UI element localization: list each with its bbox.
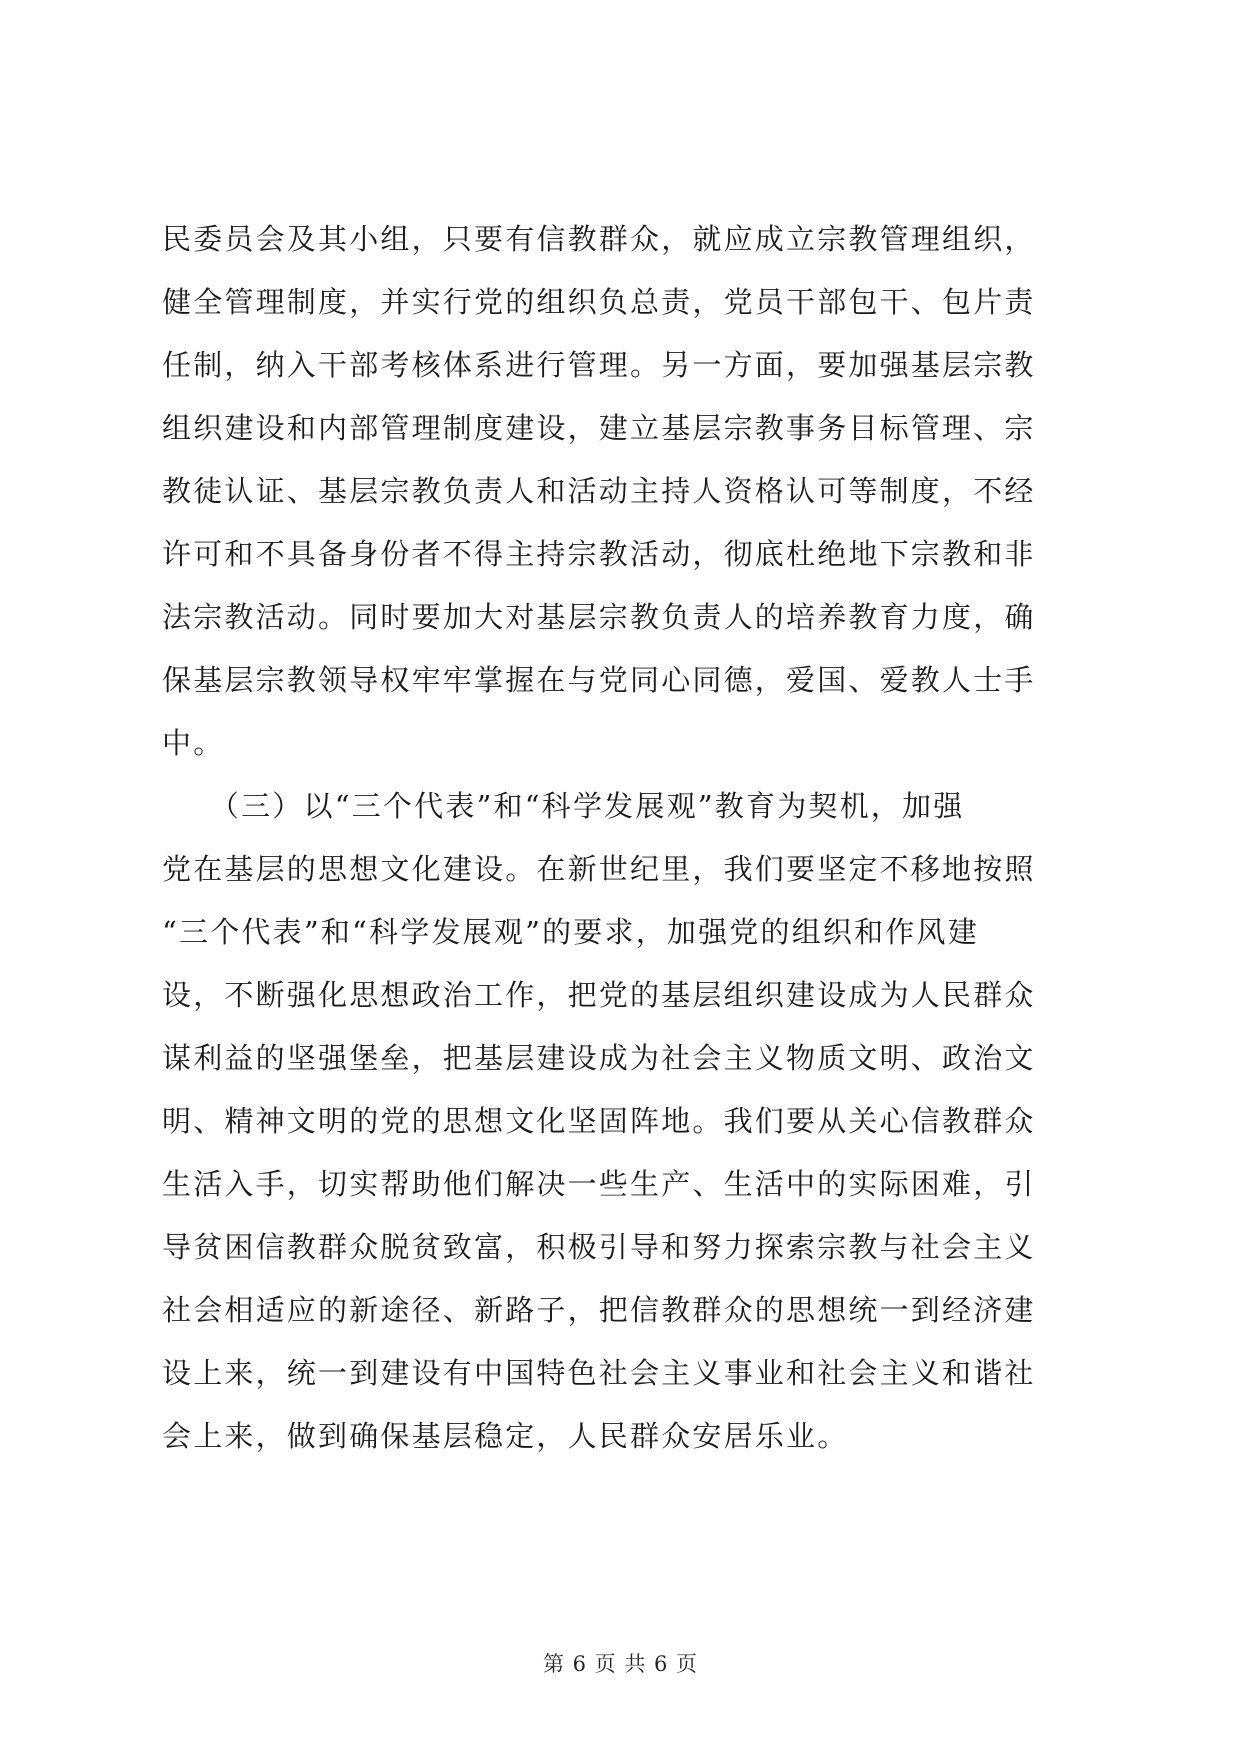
text-line: 健全管理制度，并实行党的组织负总责，党员干部包干、包片责 — [162, 285, 1036, 319]
section-heading-line: （三）以“三个代表”和“科学发展观”教育为契机，加强 — [162, 789, 965, 823]
text-line: 社会相适应的新途径、新路子，把信教群众的思想统一到经济建 — [162, 1293, 1036, 1327]
text-line: 会上来，做到确保基层稳定，人民群众安居乐业。 — [162, 1419, 849, 1453]
text-line: 导贫困信教群众脱贫致富，积极引导和努力探索宗教与社会主义 — [162, 1230, 1036, 1264]
text-line: 民委员会及其小组，只要有信教群众，就应成立宗教管理组织， — [162, 222, 1036, 256]
text-line: 党在基层的思想文化建设。在新世纪里，我们要坚定不移地按照 — [162, 852, 1036, 886]
text-line: 设，不断强化思想政治工作，把党的基层组织建设成为人民群众 — [162, 978, 1036, 1012]
text-line: 设上来，统一到建设有中国特色社会主义事业和社会主义和谐社 — [162, 1356, 1036, 1390]
text-line: 法宗教活动。同时要加大对基层宗教负责人的培养教育力度，确 — [162, 600, 1036, 634]
text-line: 明、精神文明的党的思想文化坚固阵地。我们要从关心信教群众 — [162, 1104, 1036, 1138]
text-line: 许可和不具备身份者不得主持宗教活动，彻底杜绝地下宗教和非 — [162, 537, 1036, 571]
text-line: 保基层宗教领导权牢牢掌握在与党同心同德，爱国、爱教人士手 — [162, 663, 1036, 697]
text-line: 生活入手，切实帮助他们解决一些生产、生活中的实际困难，引 — [162, 1167, 1036, 1201]
page-footer: 第 6 页 共 6 页 — [542, 1652, 699, 1676]
text-line: 中。 — [162, 726, 225, 760]
body-text — [162, 208, 1092, 1468]
text-line: 教徒认证、基层宗教负责人和活动主持人资格认可等制度，不经 — [162, 474, 1036, 508]
text-line: 谋利益的坚强堡垒，把基层建设成为社会主义物质文明、政治文 — [162, 1041, 1036, 1075]
text-line: 组织建设和内部管理制度建设，建立基层宗教事务目标管理、宗 — [162, 411, 1036, 445]
text-line: “三个代表”和“科学发展观”的要求，加强党的组织和作风建 — [162, 915, 979, 949]
text-line: 任制，纳入干部考核体系进行管理。另一方面，要加强基层宗教 — [162, 348, 1036, 382]
